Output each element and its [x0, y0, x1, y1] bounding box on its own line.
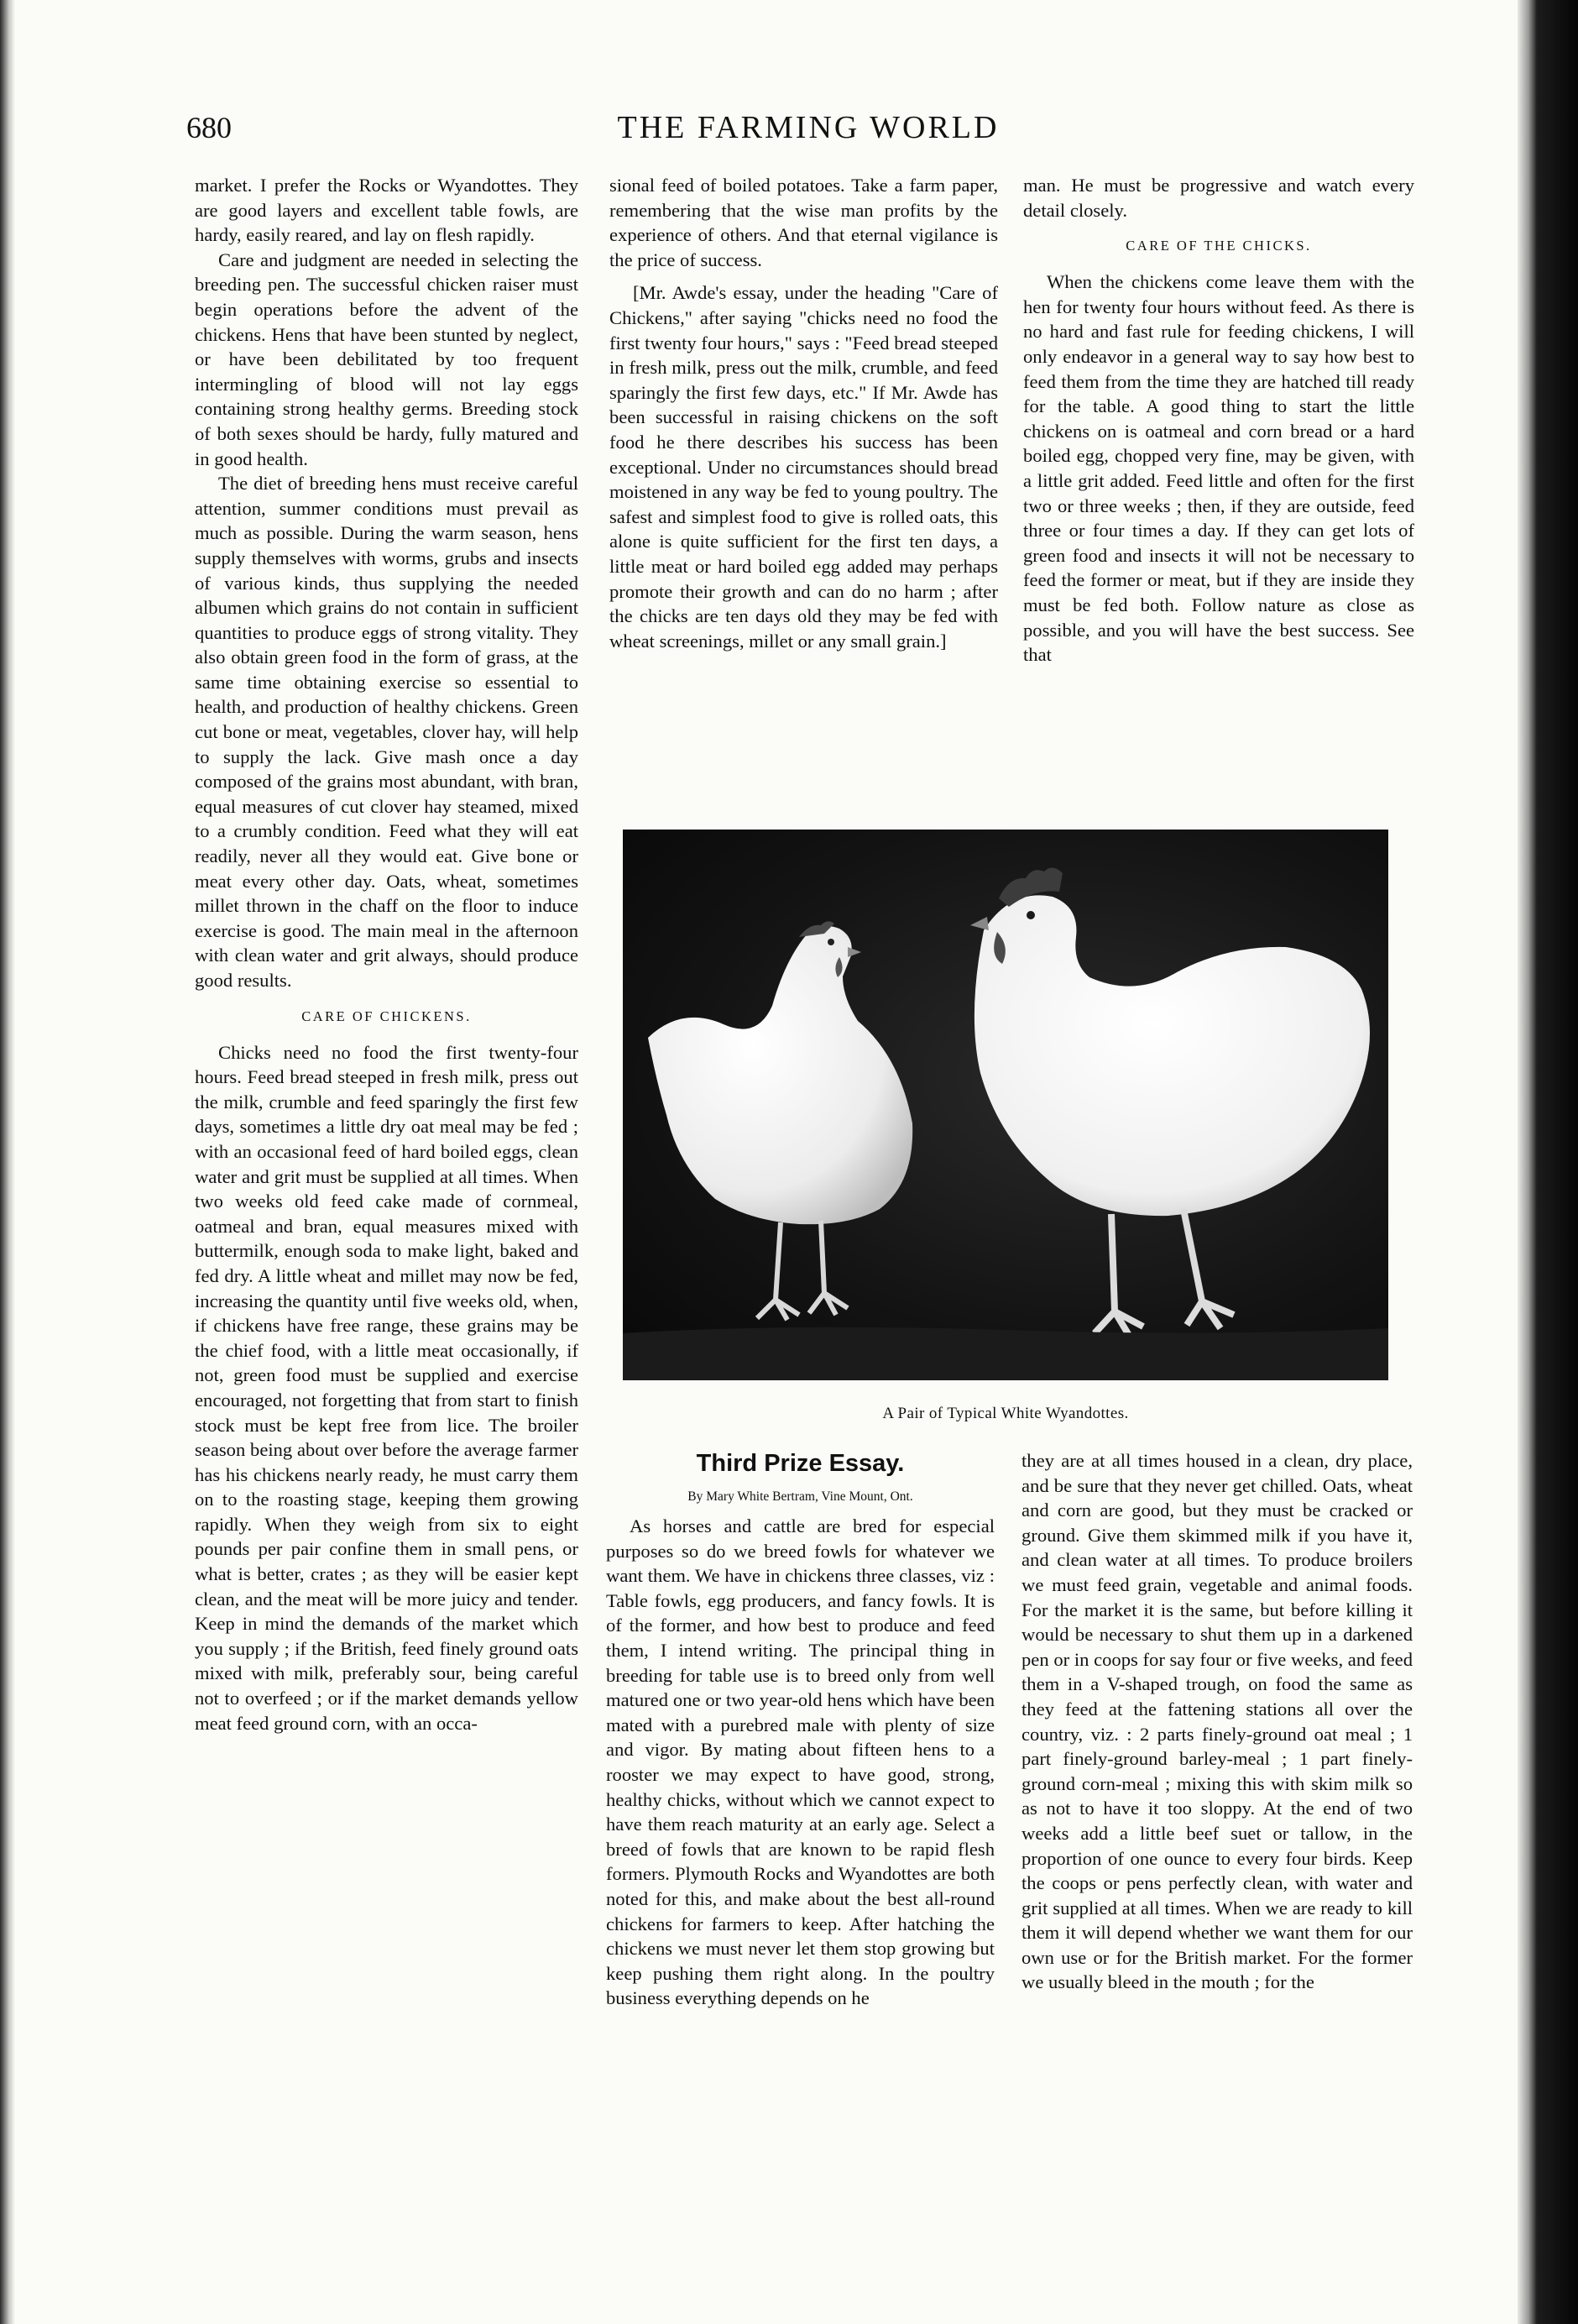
- photo-caption: A Pair of Typical White Wyandottes.: [882, 1405, 1129, 1422]
- column-1: [195, 173, 578, 1735]
- col2-paragraph-0: sional feed of boiled potatoes. Take a farm paper, remembering that the wise man profits by the experience of others. And that eternal vigilance is the price of success.: [609, 175, 998, 270]
- col3-paragraph-0: man. He must be progressive and watch every detail closely.: [1023, 175, 1414, 221]
- col3-paragraph-1: When the chickens come leave them with the hen for twenty four hours without feed. As there is no hard and fast rule for feeding chickens, I will only endeavor in a general way to say how best to feed them from the time they are hatched till ready for the table. A good thing to start the little chickens on is oatmeal and corn bread or a hard boiled egg, chopped very fine, may be given, with a little grit added. Feed little and often for the first two or three weeks ; then, if they are outside, feed three or four times a day. If they can get lots of green food and insects it will not be necessary to feed the former or meat, but if they are inside they must be fed both. Follow nature as close as possible, and you will have the best success. See that: [1023, 271, 1414, 666]
- col1-subhead: CARE OF CHICKENS.: [301, 1008, 472, 1024]
- col2-editor-note: [Mr. Awde's essay, under the heading "Care of Chickens," after saying "chicks need no food the first twenty four hours," says : "Feed bread steeped in fresh milk, press out the milk, crumble, and feed sparingly the first few days, etc." If Mr. Awde has been successful in raising chickens on the soft food he there describes his success has been exceptional. Under no circumstances should bread moistened in any way be fed to young poultry. The safest and simplest food to give is rolled oats, this alone is quite sufficient for the first ten days, a little meat or hard boiled egg added may perhaps promote their growth and can do no harm ; after the chicks are ten days old they may be fed with wheat screenings, millet or any small grain.]: [609, 282, 998, 652]
- left-hen: [648, 921, 912, 1320]
- essay-byline: By Mary White Bertram, Vine Mount, Ont.: [687, 1489, 913, 1504]
- scan-right-edge: [1518, 0, 1578, 2324]
- col3-subhead: CARE OF THE CHICKS.: [1126, 238, 1312, 254]
- col1-paragraph-1: Care and judgment are needed in selecting the breeding pen. The successful chicken raiser must begin operations before the advent of the chickens. Hens that have been stunted by neglect, or have been debilitated by too frequent intermingling of blood will not lay eggs containing strong healthy germs. Breeding stock of both sexes should be hardy, fully matured and in good health.: [195, 249, 578, 469]
- page-number: 680: [186, 111, 232, 144]
- wyandottes-photo: [623, 830, 1388, 1380]
- essay-title: Third Prize Essay.: [696, 1450, 905, 1477]
- column-2: [609, 173, 998, 653]
- hens-illustration: [623, 830, 1388, 1380]
- column-3-lower: [1022, 1448, 1413, 1995]
- right-hen: [970, 867, 1370, 1337]
- col1-paragraph-2: The diet of breeding hens must receive careful attention, summer conditions must prevail as much as possible. During the warm season, hens supply themselves with worms, grubs and insects of various kinds, thus supplying the needed albumen which grains do not contain in sufficient quantities to produce eggs of strong vitality. They also obtain green food in the form of grass, at the same time obtaining exercise so essential to health, and production of healthy chickens. Green cut bone or meat, vegetables, clover hay, will help to supply the lack. Give mash once a day composed of the grains most abundant, with bran, equal measures of cut clover hay steamed, mixed to a crumbly condition. Feed what they will eat readily, never all they would eat. Give bone or meat every other day. Oats, wheat, sometimes millet thrown in the chaff on the floor to induce exercise is good. The main meal in the afternoon with clean water and grit always, should produce good results.: [195, 473, 578, 991]
- essay-paragraph-0: As horses and cattle are bred for especial purposes so do we breed fowls for whatever we want them. We have in chickens three classes, viz : Table fowls, egg producers, and fancy fowls. It is of the former, and how best to produce and feed them, I intend writing. The principal thing in breeding for table use is to breed only from well matured one or two year-old hens which have been mated with a purebred male with plenty of size and vigor. By mating about fifteen hens to a rooster we may expect to have good, strong, healthy chicks, without which we cannot expect to have them reach maturity at an early age. Select a breed of fowls that are known to be rapid flesh formers. Plymouth Rocks and Wyandottes are both noted for this, and make about the best all-round chickens for farmers to keep. After hatching the chickens we must never let them stop growing but keep pushing them right along. In the poultry business everything depends on he: [606, 1515, 995, 2009]
- column-3: [1023, 173, 1414, 667]
- col1-paragraph-0: market. I prefer the Rocks or Wyandottes. They are good layers and excellent table fowls, are hardy, easily reared, and lay on flesh rapidly.: [195, 175, 578, 246]
- column-2-lower: [606, 1448, 995, 2011]
- essay-paragraph-1: they are at all times housed in a clean, dry place, and be sure that they never get chilled. Oats, wheat and corn are good, but they must be cracked or ground. Give them skimmed milk if you have it, and clean water at all times. To produce broilers we must feed grain, vegetable and animal foods. For the market it is the same, but before killing it would be necessary to shut them up in a darkened pen or in coops for say four or five weeks, and feed them in a V-shaped trough, on food the same as they feed at the fattening stations all over the country, viz. : 2 parts finely-ground oat meal ; 1 part finely-ground barley-meal ; 1 part finely-ground corn-meal ; mixing this with skim milk so as not to have it too sloppy. At the end of two weeks add a little beef suet or tallow, in the proportion of one ounce to every four birds. Keep the coops or pens perfectly clean, with water and grit supplied at all times. When we are ready to kill them it will depend whether we want them for our own use or for the British market. For the former we usually bleed in the mouth ; for the: [1022, 1450, 1413, 1993]
- running-head: THE FARMING WORLD: [617, 110, 1000, 145]
- scan-left-edge: [0, 0, 15, 2324]
- col1-paragraph-3: Chicks need no food the first twenty-four hours. Feed bread steeped in fresh milk, press out the milk, crumble and feed sparingly the first few days, sometimes a little dry oat meal may be fed ; with an occasional feed of hard boiled eggs, clean water and grit must be supplied at all times. When two weeks old feed cake made of cornmeal, oatmeal and bran, equal measures mixed with buttermilk, enough soda to make light, baked and fed dry. A little wheat and millet may now be fed, increasing the quantity until five weeks old, when, if chickens have free range, these grains may be the chief food, with a little meat occasionally, if not, green food must be supplied and exercise encouraged, not forgetting that from start to finish stock must be kept free from lice. The broiler season being about over before the average farmer has his chickens nearly ready, he must carry them on to the roasting stage, keeping them growing rapidly. When they weigh from six to eight pounds per pair confine them in small pens, or what is better, crates ; as they will be easier kept clean, and the meat will be more juicy and tender. Keep in mind the demands of the market which you supply ; if the British, feed finely ground oats mixed with milk, preferably sour, being careful not to overfeed ; or if the market demands yellow meat feed ground corn, with an occa-: [195, 1041, 578, 1734]
